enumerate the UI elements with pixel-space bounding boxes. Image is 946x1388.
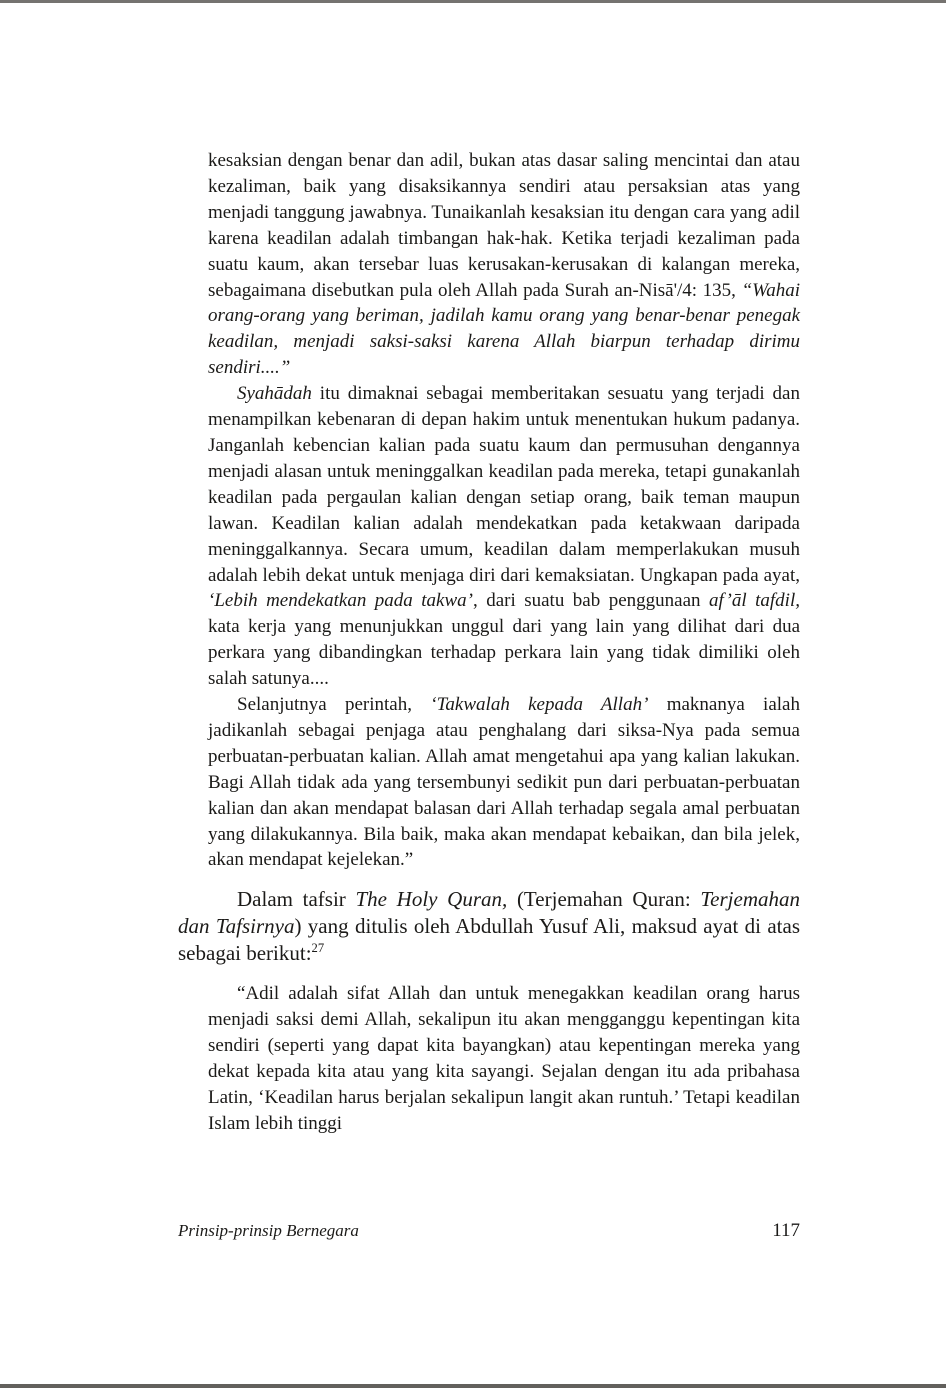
text-run: “Adil adalah sifat Allah dan untuk menegakkan keadilan orang harus menjadi saksi demi Allah, sekalipun itu akan mengganggu kepentingan kita sendiri (seperti yang dapat kita bayangkan) atau kepentingan mereka yang dekat kepada kita atau yang kita sayangi. Sejalan dengan itu ada pribahasa Latin, ‘Keadilan harus berjalan sekalipun langit akan runtuh.’ Tetapi keadilan Islam lebih tinggi (208, 983, 800, 1134)
scan-edge-bottom (0, 1384, 946, 1388)
text-run: Dalam tafsir (237, 887, 356, 912)
scan-edge-top (0, 0, 946, 3)
quote-paragraph (208, 381, 800, 692)
body-paragraph (178, 886, 800, 967)
text-run: kesaksian dengan benar dan adil, bukan atas dasar saling mencintai dan atau kezaliman, baik yang disaksikannya sendiri atau persaksian atas yang menjadi tanggung jawabnya. Tunaikanlah kesaksian itu dengan cara yang adil karena keadilan adalah timbangan hak-hak. Ketika terjadi kezaliman pada suatu kaum, akan tersebar luas kerusakan-kerusakan di kalangan mereka, sebagaimana disebutkan pula oleh Allah pada Surah an-Nisā'/4: 135, (208, 150, 801, 301)
quote-paragraph (208, 148, 800, 381)
quote-paragraph (208, 981, 800, 1136)
text-run: Terjemahan dan Tafsirnya (178, 887, 800, 939)
text-run: kata kerja yang menunjukkan unggul dari yang lain yang dilihat dari dua perkara yang dibandingkan terhadap perkara lain yang tidak dimiliki oleh salah satunya.... (208, 616, 800, 690)
block-quote-tafsir (208, 148, 800, 873)
text-run: maknanya ialah jadikanlah sebagai penjaga atau penghalang dari siksa-Nya pada semua perbuatan-perbuatan kalian. Allah amat mengetahui apa yang kalian lakukan. Bagi Allah tidak ada yang tersembunyi sedikit pun dari perbuatan-perbuatan kalian dan akan mendapat balasan dari Allah terhadap segala amal perbuatan yang dilakukannya. Bila baik, maka akan mendapat kebaikan, dan bila jelek, akan mendapat kejelekan.” (208, 694, 800, 871)
quote-paragraph (208, 692, 800, 873)
footnote-ref-27: 27 (311, 941, 325, 956)
text-run: ‘Lebih mendekatkan pada takwa’ (208, 590, 473, 612)
page-number: 117 (772, 1220, 800, 1241)
text-run: ‘Takwalah kepada Allah’ (430, 694, 649, 716)
text-run: Selanjutnya perintah, (237, 694, 431, 716)
text-run: (Terjemahan Quran: (507, 887, 701, 912)
text-run: ) yang ditulis oleh Abdullah Yusuf Ali, maksud ayat di atas sebagai berikut: (178, 914, 800, 966)
text-run: “Wahai orang-orang yang beriman, jadilah kamu orang yang benar-benar penegak keadilan, menjadi saksi-saksi karena Allah biarpun terhadap dirimu sendiri....” (208, 279, 800, 379)
text-run: Syahādah (237, 383, 312, 405)
running-footer-title: Prinsip-prinsip Bernegara (178, 1221, 359, 1240)
page-footer (178, 1220, 800, 1242)
text-run: , dari suatu bab penggunaan (472, 590, 709, 612)
text-run: The Holy Quran, (355, 887, 508, 912)
page-text-block (178, 148, 800, 1137)
text-run: itu dimaknai sebagai memberitakan sesuatu yang terjadi dan menampilkan kebenaran di depan hakim untuk menentukan hukum padanya. Janganlah kebencian kalian pada suatu kaum dan permusuhan dengannya menjadi alasan untuk meninggalkan keadilan pada mereka, tetapi gunakanlah keadilan pada pergaulan kalian dengan setiap orang, baik teman maupun lawan. Keadilan kalian adalah mendekatkan pada ketakwaan daripada meninggalkannya. Secara umum, keadilan dalam memperlakukan musuh adalah lebih dekat untuk menjaga diri dari kemaksiatan. Ungkapan pada ayat, (208, 383, 800, 586)
text-run: af’āl tafdil, (709, 590, 800, 612)
block-quote-yusuf-ali (208, 981, 800, 1136)
